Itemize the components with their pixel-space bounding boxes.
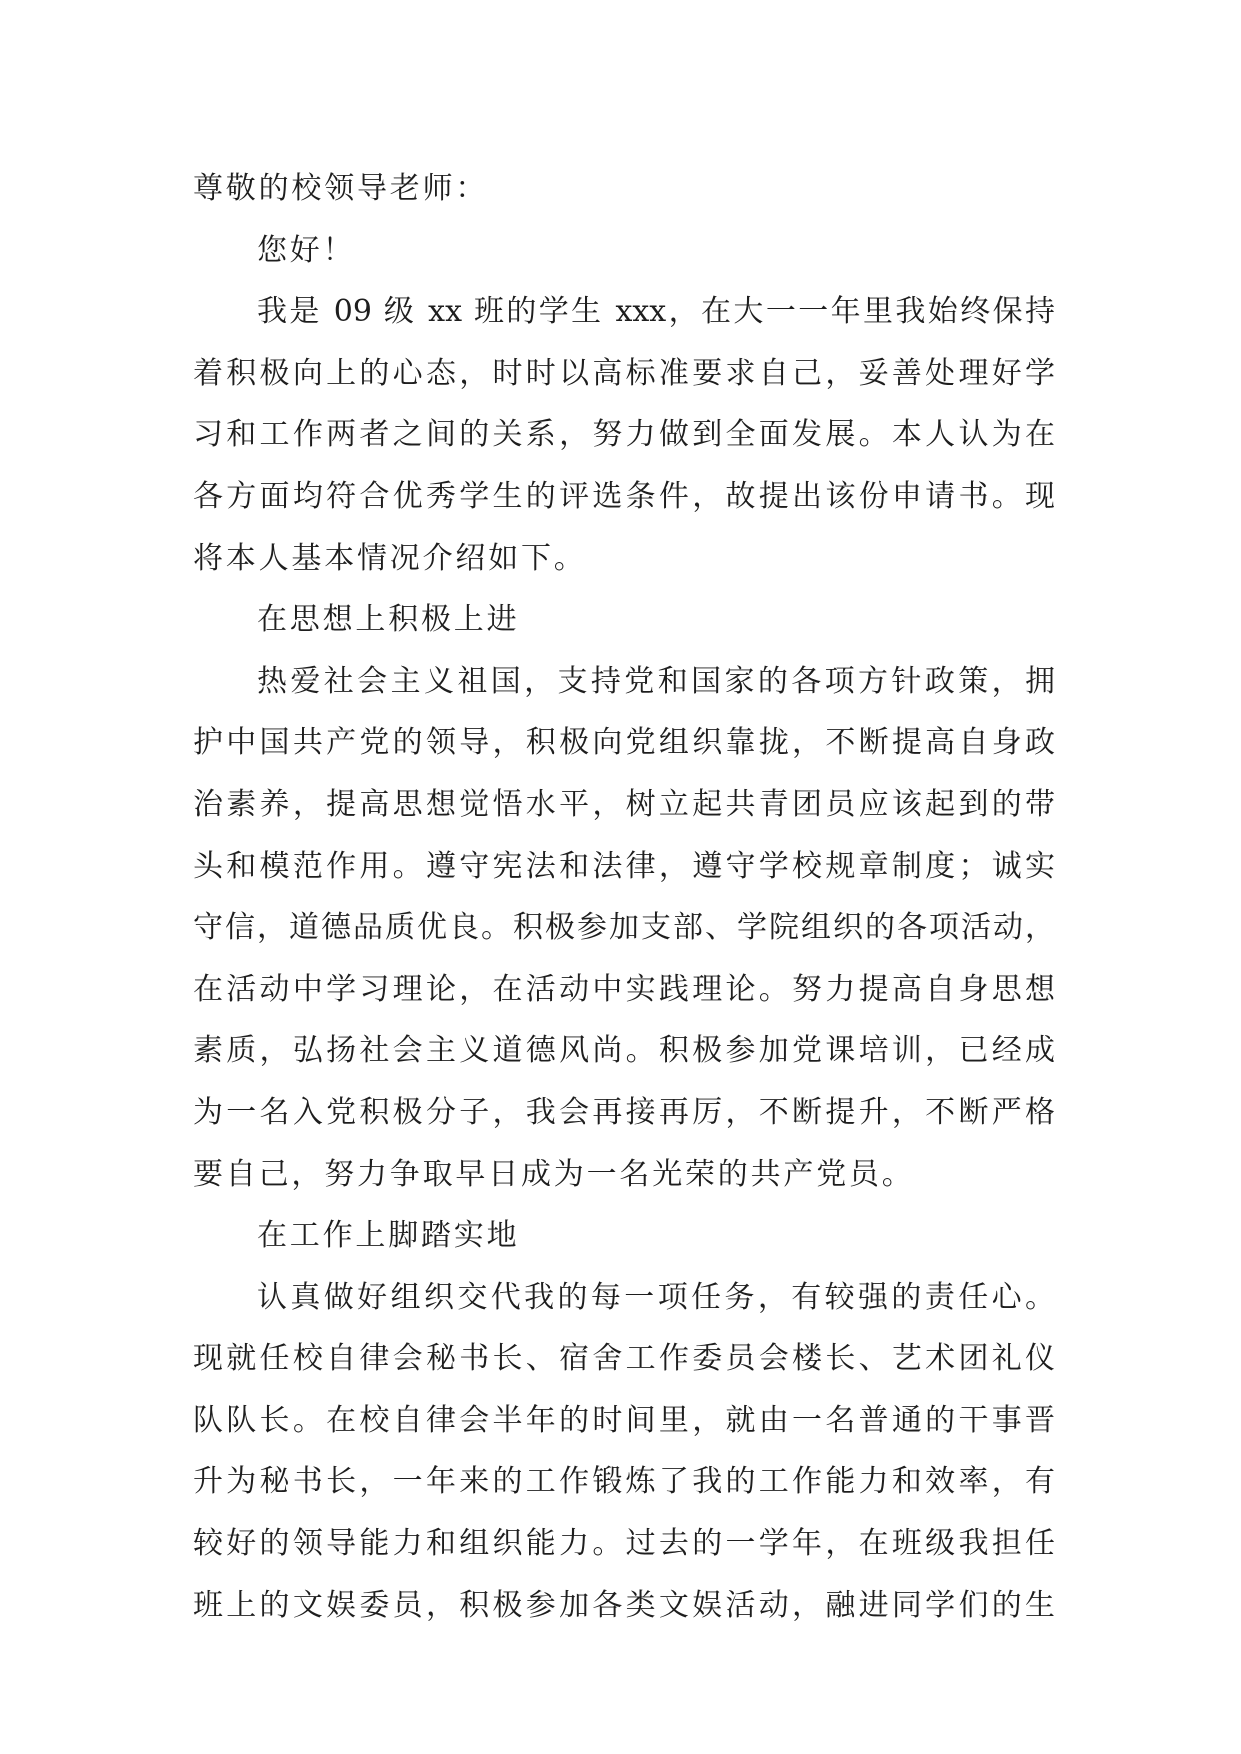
section-body-line: 热爱社会主义祖国，支持党和国家的各项方针政策，拥 [257, 663, 1055, 699]
section-body-line: 升为秘书长，一年来的工作锻炼了我的工作能力和效率，有 [193, 1464, 1055, 1500]
section-body-line: 较好的领导能力和组织能力。过去的一学年，在班级我担任 [193, 1526, 1055, 1562]
section-body-line: 认真做好组织交代我的每一项任务，有较强的责任心。 [257, 1279, 1055, 1315]
intro-line: 习和工作两者之间的关系，努力做到全面发展。本人认为在 [193, 417, 1055, 453]
section-body-line: 现就任校自律会秘书长、宿舍工作委员会楼长、艺术团礼仪 [193, 1341, 1055, 1377]
section-body-line: 素质，弘扬社会主义道德风尚。积极参加党课培训，已经成 [193, 1033, 1055, 1069]
intro-line: 各方面均符合优秀学生的评选条件，故提出该份申请书。现 [193, 478, 1055, 514]
intro-line: 着积极向上的心态，时时以高标准要求自己，妥善处理好学 [193, 355, 1055, 391]
section-body-line: 守信，道德品质优良。积极参加支部、学院组织的各项活动， [193, 910, 1055, 946]
document-page [193, 158, 1055, 1636]
salutation: 尊敬的校领导老师： [193, 171, 489, 206]
section-body-line: 队队长。在校自律会半年的时间里，就由一名普通的干事晋 [193, 1402, 1055, 1438]
section-body-line: 头和模范作用。遵守宪法和法律，遵守学校规章制度；诚实 [193, 848, 1055, 884]
intro-line: 我是 09 级 xx 班的学生 xxx，在大一一年里我始终保持 [257, 294, 1055, 330]
greeting: 您好！ [257, 232, 356, 268]
section-body-line: 班上的文娱委员，积极参加各类文娱活动，融进同学们的生 [193, 1587, 1055, 1623]
section-body-line: 要自己，努力争取早日成为一名光荣的共产党员。 [193, 1156, 915, 1192]
section-heading: 在工作上脚踏实地 [257, 1218, 520, 1254]
section-body-line: 在活动中学习理论，在活动中实践理论。努力提高自身思想 [193, 971, 1055, 1007]
intro-line: 将本人基本情况介绍如下。 [193, 540, 587, 576]
section-body-line: 为一名入党积极分子，我会再接再厉，不断提升，不断严格 [193, 1094, 1055, 1130]
section-heading: 在思想上积极上进 [257, 602, 520, 638]
section-body-line: 护中国共产党的领导，积极向党组织靠拢，不断提高自身政 [193, 725, 1055, 761]
section-body-line: 治素养，提高思想觉悟水平，树立起共青团员应该起到的带 [193, 786, 1055, 822]
